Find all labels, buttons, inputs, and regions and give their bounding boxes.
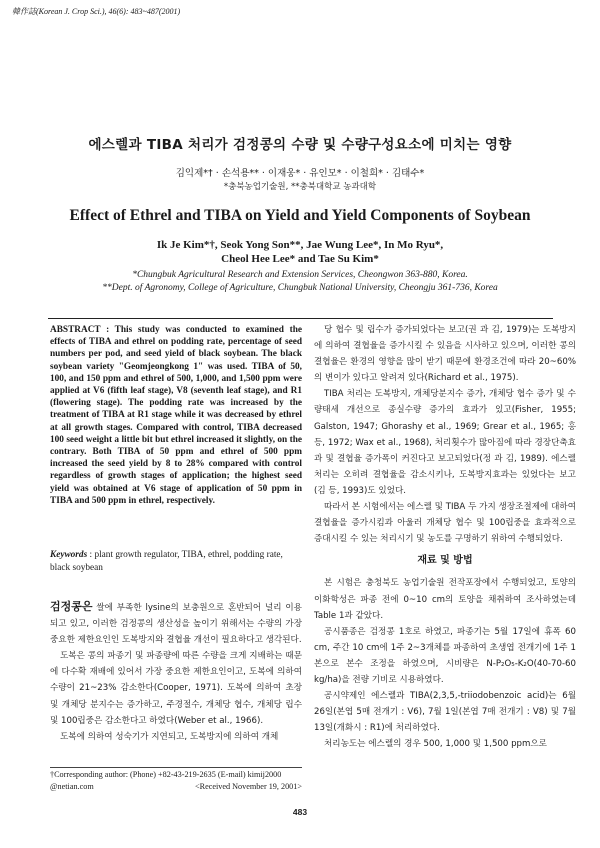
paragraph: 당 협수 및 립수가 증가되었다는 보고(권 과 김, 1979)는 도복방지에 의하여 결협율을 증가시킬 수 있음을 시사하고 있으며, 이러한 콩의 결협율은 환경의 영향을 많이 받기 때문에 환경조건에 따라 20~60%의 변이가 있다고 알려져 있다(Richard et al., 1975). <box>314 325 576 384</box>
header-divider <box>48 318 553 319</box>
english-title: Effect of Ethrel and TIBA on Yield and Yield Components of Soybean <box>69 207 531 224</box>
right-column-body <box>314 322 576 752</box>
english-authors-line-1: Ik Je Kim*†, Seok Yong Son**, Jae Wung Lee*, In Mo Ryu*, <box>156 239 444 251</box>
paragraph: 도복에 의하여 성숙기가 지연되고, 도복방지에 의하여 개체 <box>60 731 279 742</box>
paragraph: 공시품종은 검정콩 1호로 하였고, 파종기는 5월 17일에 휴폭 60 cm, 주간 10 cm에 1주 2~3개체를 파종하여 초생엽 전개기에 1주 1본으로 본수 조정을 하였으며, 시비량은 N-P₂O₅-K₂O(40-70-60 kg/ha)을 전량 기비로 시용하였다. <box>314 626 576 685</box>
english-authors-line-2: Cheol Hee Lee* and Tae Su Kim* <box>221 253 379 265</box>
footnote-divider <box>50 767 302 768</box>
journal-citation: 韓作誌(Korean J. Crop Sci.), 46(6): 483~487(2001) <box>12 7 181 16</box>
corresponding-author: †Corresponding author: (Phone) +82-43-219-2635 (E-mail) kimij2000 <box>50 770 282 779</box>
english-affiliation-1: *Chungbuk Agricultural Research and Extension Services, Cheongwon 363-880, Korea. <box>132 270 468 280</box>
lead-word: 검정콩은 <box>50 600 93 613</box>
page-number: 483 <box>292 807 308 817</box>
paragraph: 공시약제인 에스렐과 TIBA(2,3,5,-triiodobenzoic acid)는 6월 26일(본엽 5매 전개기 : V6), 7월 1일(본엽 7매 전개기 : V8) 및 7월 13일(개화시 : R1)에 처리하였다. <box>314 691 576 734</box>
abstract: ABSTRACT : This study was conducted to examined the effects of TIBA and ethrel on podding rate, percentage of seed numbers per pod, and seed yield of black soybean. The black soybean variety "Geomjeongkong 1" was used. TIBA of 50, 100, and 150 ppm and ethrel of 500, 1,000, and 1,500 ppm were applied at V6 (fifth leaf stage), V8 (seventh leaf stage), and R1 (flowering stage). The podding rate was increased by the treatment of TIBA at R1 stage while it was decreased by ethrel at all growth stages. Compared with control, TIBA decreased 100 seed weight a little bit but ethrel increased it slightly, on the contrary. Both TIBA of 50 ppm and ethrel of 500 ppm increased the seed yield by 8 to 28% compared with control regardless of growth stages of application; the highest seed yield was obtained at V6 stage of application of 50 ppm in TIBA and 500 ppm in ethrel, respectively. <box>50 325 302 506</box>
korean-affiliations: *충북농업기술원, **충북대학교 농과대학 <box>223 182 377 192</box>
keywords-text: : plant growth regulator, TIBA, ethrel, podding rate, black soybean <box>50 550 283 573</box>
english-affiliation-2: **Dept. of Agronomy, College of Agriculture, Chungbuk National University, Cheongju 361-736, Korea <box>102 283 498 293</box>
keywords-label: Keywords <box>50 550 88 560</box>
left-column-body <box>50 599 302 745</box>
paragraph: TIBA 처리는 도복방지, 개체당분지수 증가, 개체당 협수 증가 및 수량태세 개선으로 종실수량 증가의 효과가 있고(Fisher, 1955; Galston, 1947; Ghorashy et al., 1969; Grear et al., 1965; 홍 등, 1972; Wax et al., 1968), 처리횟수가 많아짐에 따라 경장단축효과 및 결협율 증가폭이 커진다고 보고되었다(정 과 김, 1989). 에스렐 처리는 오히려 결협율을 감소시키나, 도복방지효과는 있었다는 보고(김 등, 1993)도 있었다. <box>314 389 576 496</box>
email-suffix: @netian.com <box>50 781 94 791</box>
korean-authors: 김익제*† · 손석용** · 이재웅* · 유인모* · 이철희* · 김태수* <box>175 168 425 179</box>
paragraph: 도복은 콩의 파종기 및 파종량에 따른 수량을 크게 지배하는 때문에 다수확 재배에 있어서 가장 중요한 제한요인이고, 도복에 의하여 수량이 21~23% 감소한다(Cooper, 1971). 도복에 의하여 초장 및 개체당 분지수는 증가하고, 주경절수, 개체당 협수, 개체당 립수 및 100립중은 감소한다고 하였다(Weber et al., 1966). <box>50 651 302 726</box>
keywords <box>50 549 302 574</box>
paragraph: 따라서 본 시험에서는 에스렐 및 TIBA 두 가지 생장조절제에 대하여 결협율을 증가시킴과 아울러 개체당 협수 및 100립중을 효과적으로 증대시킬 수 있는 처리시기 및 농도를 구명하기 위하여 수행되었다. <box>314 502 576 545</box>
paragraph: 쌀에 부족한 lysine의 보충원으로 혼반되어 널리 이용되고 있고, 이러한 검정콩의 생산성을 높이기 위해서는 수량의 가장 중요한 제한요인인 도복방지와 결협율 개선이 필요하다고 생각된다. <box>50 603 302 646</box>
korean-title: 에스렐과 TIBA 처리가 검정콩의 수량 및 수량구성요소에 미치는 영향 <box>88 137 512 153</box>
section-heading: 재료 및 방법 <box>417 555 473 567</box>
footnote <box>50 769 302 792</box>
paragraph: 본 시험은 충청북도 농업기술원 전작포장에서 수행되었고, 토양의 이화학성은 파종 전에 0~10 cm의 토양을 채취하여 조사하였는데 Table 1과 같았다. <box>314 578 576 621</box>
received-date: <Received November 19, 2001> <box>194 781 302 791</box>
paragraph: 처리농도는 에스렐의 경우 500, 1,000 및 1,500 ppm으로 <box>324 739 547 750</box>
